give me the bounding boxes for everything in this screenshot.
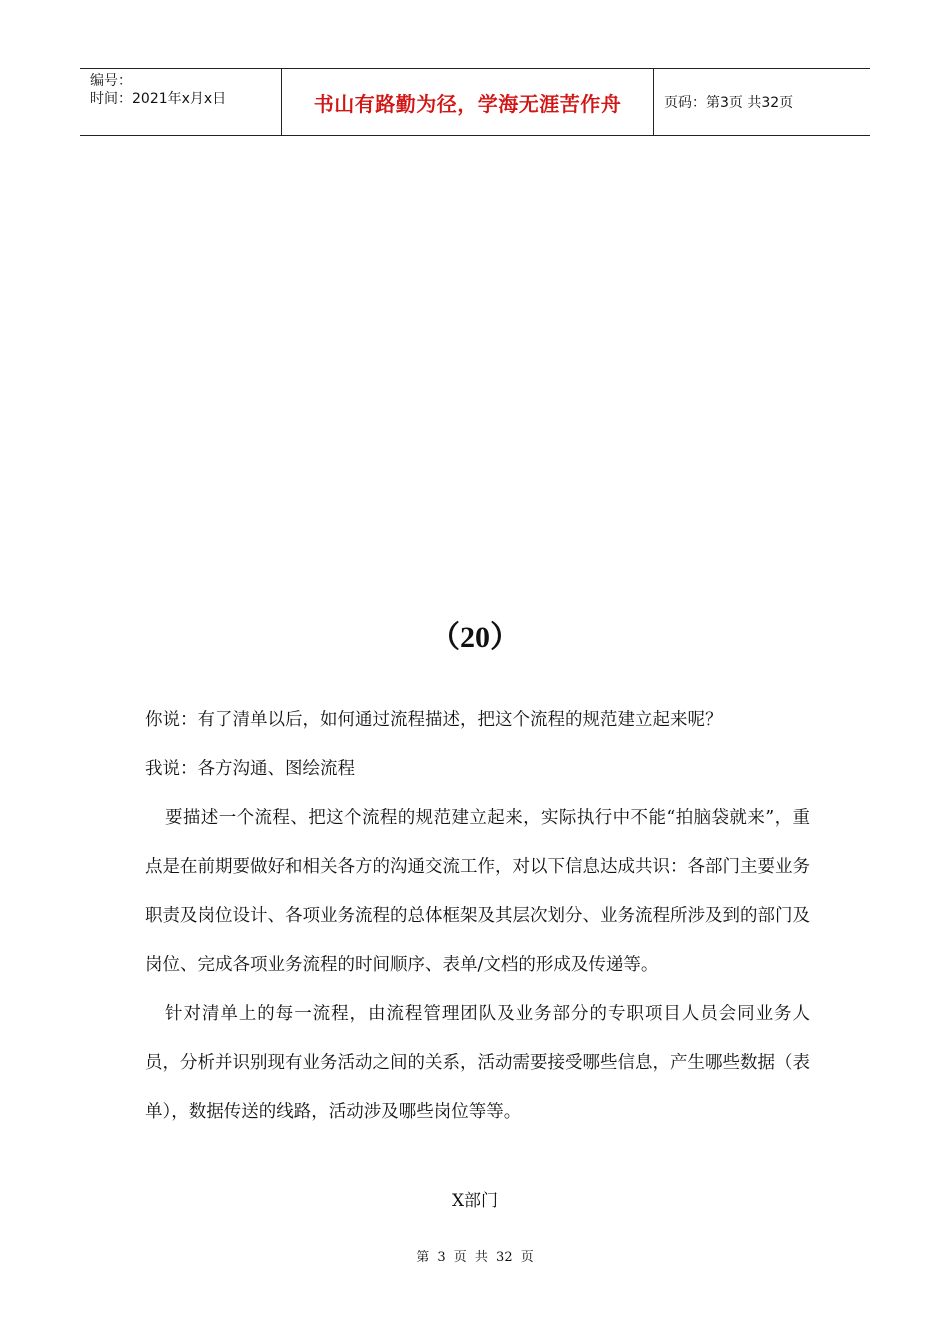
header-motto-cell bbox=[282, 69, 654, 135]
time-label: 时间：2021年x月x日 bbox=[90, 91, 227, 107]
page-footer: 第 3 页 共 32 页 bbox=[416, 1250, 534, 1265]
header-page-cell bbox=[654, 69, 870, 135]
dept-label: X部门 bbox=[451, 1191, 499, 1211]
serial-label: 编号： bbox=[90, 73, 132, 89]
section-title: （20） bbox=[430, 621, 520, 654]
body-text bbox=[145, 696, 810, 1137]
dialogue-question: 你说：有了清单以后，如何通过流程描述，把这个流程的规范建立起来呢？ bbox=[145, 710, 723, 730]
paragraph-1: 要描述一个流程、把这个流程的规范建立起来，实际执行中不能“拍脑袋就来”，重点是在前期要做好和相关各方的沟通交流工作，对以下信息达成共识：各部门主要业务职责及岗位设计、各项业务流程的总体框架及其层次划分、业务流程所涉及到的部门及岗位、完成各项业务流程的时间顺序、表单/文档的形成及传递等。 bbox=[145, 808, 810, 975]
dialogue-answer: 我说：各方沟通、图绘流程 bbox=[145, 759, 355, 779]
header-table bbox=[80, 68, 870, 136]
header-meta-cell bbox=[80, 69, 282, 135]
paragraph-2: 针对清单上的每一流程，由流程管理团队及业务部分的专职项目人员会同业务人员，分析并识别现有业务活动之间的关系，活动需要接受哪些信息，产生哪些数据（表单），数据传送的线路，活动涉及哪些岗位等等。 bbox=[145, 1004, 810, 1122]
motto-text: 书山有路勤为径，学海无涯苦作舟 bbox=[313, 91, 622, 116]
header-page-info: 页码：第3页 共32页 bbox=[664, 95, 794, 111]
